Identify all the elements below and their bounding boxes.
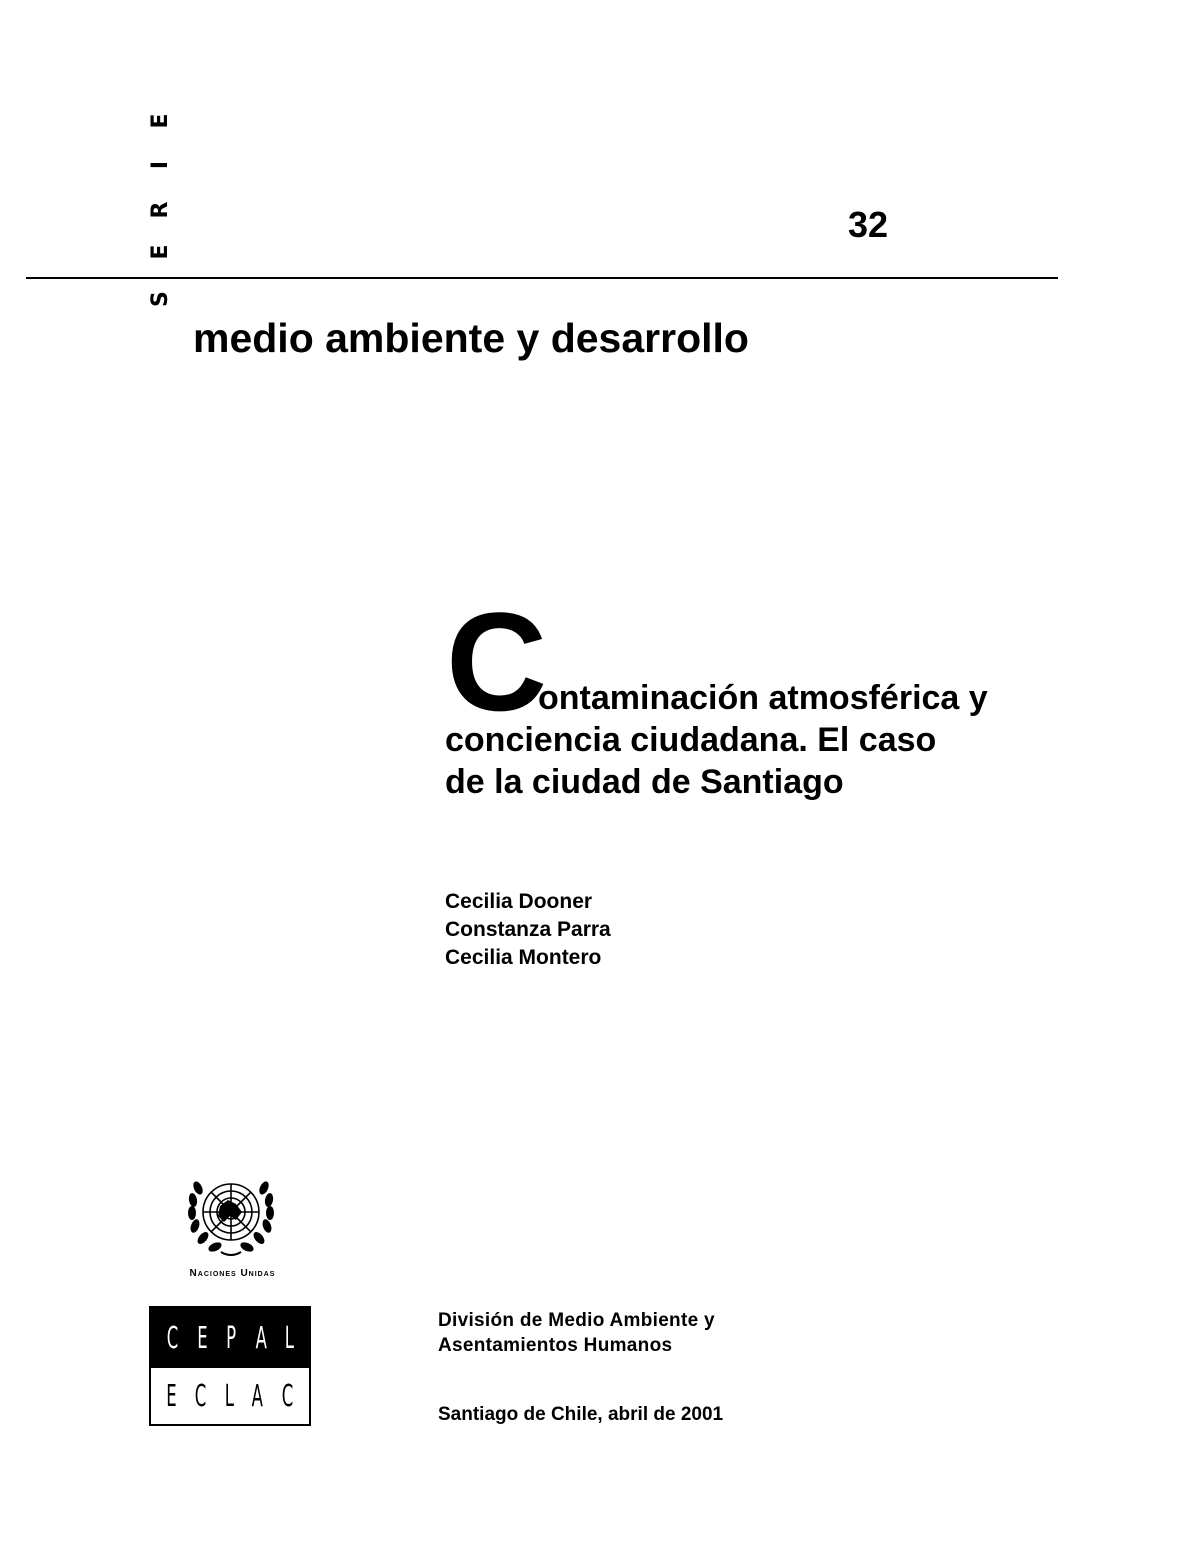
logo-letter: E xyxy=(197,1320,208,1356)
eclac-logo-bottom xyxy=(151,1368,309,1424)
serie-letter-s: S xyxy=(148,291,173,307)
un-caption: Naciones Unidas xyxy=(189,1268,276,1279)
title-dropcap: C xyxy=(446,583,548,740)
logo-letter: A xyxy=(251,1378,264,1414)
logo-letter: C xyxy=(166,1320,179,1356)
logo-letter: L xyxy=(284,1320,295,1356)
author-name: Cecilia Montero xyxy=(445,946,602,969)
logo-letter: C xyxy=(195,1378,207,1414)
place-date: Santiago de Chile, abril de 2001 xyxy=(438,1404,724,1425)
logo-letter: C xyxy=(281,1378,294,1414)
serie-letter-i: I xyxy=(148,160,173,170)
series-name: medio ambiente y desarrollo xyxy=(193,315,749,361)
author-name: Cecilia Dooner xyxy=(445,890,593,913)
logo-letter: P xyxy=(226,1320,237,1356)
cepal-eclac-logo xyxy=(149,1306,311,1426)
header-divider xyxy=(26,277,1058,279)
logo-letter: A xyxy=(255,1320,267,1356)
serie-letter-e-bottom: E xyxy=(148,244,173,260)
serie-letter-r: R xyxy=(148,201,173,219)
division-line-1: División de Medio Ambiente y xyxy=(438,1310,715,1331)
author-name: Constanza Parra xyxy=(445,918,611,941)
un-emblem-icon xyxy=(176,1168,286,1264)
serie-letter-e-top: E xyxy=(148,113,173,129)
logo-letter: L xyxy=(224,1378,234,1414)
series-number: 32 xyxy=(848,204,889,245)
title-line-2: conciencia ciudadana. El caso xyxy=(445,721,937,759)
division-line-2: Asentamientos Humanos xyxy=(438,1335,673,1356)
cepal-logo-top xyxy=(151,1308,309,1368)
logo-letter: E xyxy=(166,1378,177,1414)
title-line-1: ontaminación atmosférica y xyxy=(538,679,988,717)
title-line-3: de la ciudad de Santiago xyxy=(445,763,844,801)
